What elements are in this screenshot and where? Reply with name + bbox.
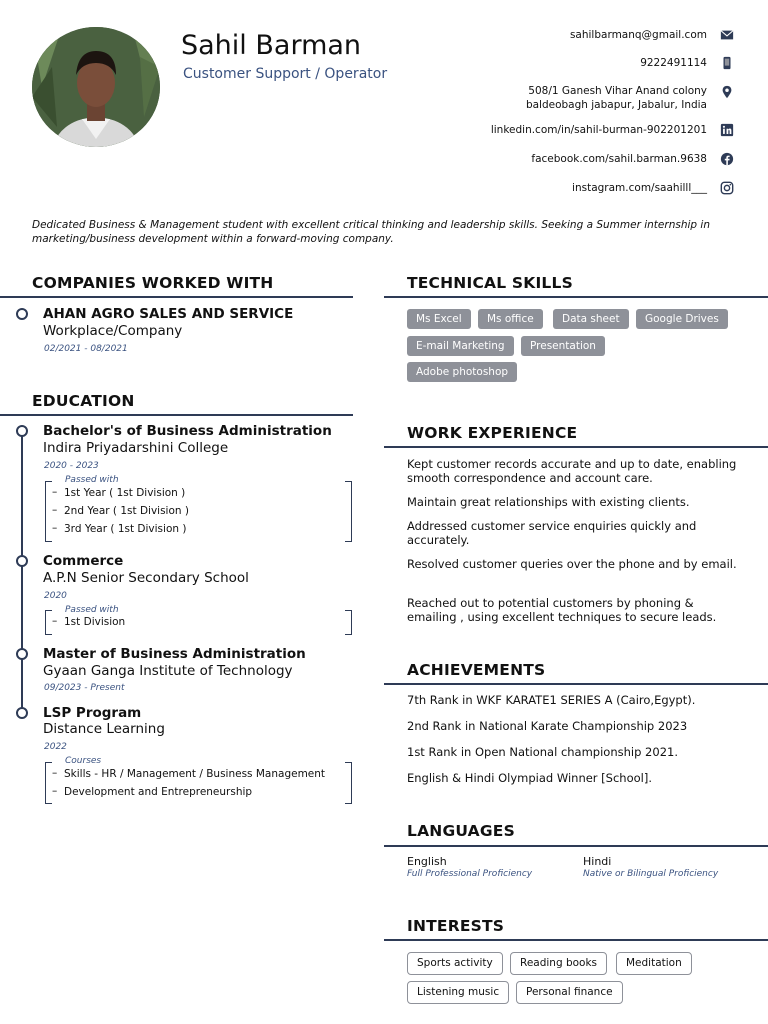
timeline-dot [16,648,28,660]
education-degree: Master of Business Administration [43,646,306,662]
education-date: 2020 [44,591,67,601]
instagram-text[interactable]: instagram.com/saahilll___ [572,182,707,194]
skills-heading: TECHNICAL SKILLS [407,274,573,292]
skill-tag: Adobe photoshop [407,362,517,382]
profile-photo [32,27,160,147]
languages-heading: LANGUAGES [407,822,515,840]
profile-summary: Dedicated Business & Management student with excellent critical thinking and leadership skills. Seeking a Summer internship in marketing/business development within a forward-moving company. [32,219,710,245]
contact-facebook[interactable] [531,151,735,167]
achievement-item: English & Hindi Olympiad Winner [School]. [407,771,652,785]
bracket-right [345,610,352,635]
location-icon [719,84,735,100]
education-note: Courses [65,756,102,766]
linkedin-icon [719,122,735,138]
interest-tag: Sports activity [407,952,503,975]
company-name: AHAN AGRO SALES AND SERVICE [43,306,294,322]
address-line-2: baldeobagh jabapur, Jabalur, India [525,99,707,111]
education-school: Distance Learning [43,721,165,737]
achievements-divider [384,683,768,685]
education-heading: EDUCATION [32,392,135,410]
full-name: Sahil Barman [181,30,362,61]
languages-divider [384,845,768,847]
address-line-1: 508/1 Ganesh Vihar Anand colony [528,85,707,97]
work-item: Kept customer records accurate and up to date, enabling smooth correspondence and account care. [407,457,737,485]
email-icon [719,27,735,43]
company-role: Workplace/Company [43,323,183,339]
interests-divider [384,939,768,941]
timeline-dot [16,425,28,437]
interest-tag: Reading books [510,952,607,975]
interest-tag: Personal finance [516,981,623,1004]
phone-text[interactable]: 9222491114 [640,57,707,69]
education-timeline-line [21,432,23,713]
phone-icon [719,55,735,71]
education-note: Passed with [65,605,119,615]
education-divider [0,414,353,416]
education-bullet: – Development and Entrepreneurship [64,786,252,798]
interests-heading: INTERESTS [407,917,505,935]
education-school: Indira Priyadarshini College [43,440,229,456]
education-degree: Bachelor's of Business Administration [43,423,332,439]
facebook-text[interactable]: facebook.com/sahil.barman.9638 [531,153,707,165]
skill-tag: Data sheet [553,309,629,329]
education-degree: Commerce [43,553,124,569]
language-level: Full Professional Proficiency [407,869,533,879]
instagram-icon [719,180,735,196]
achievements-heading: ACHIEVEMENTS [407,661,546,679]
contact-instagram[interactable] [572,180,735,196]
companies-heading: COMPANIES WORKED WITH [32,274,274,292]
education-bullet: – Skills - HR / Management / Business Management [64,768,325,780]
bracket-right [345,762,352,804]
interest-tag: Listening music [407,981,509,1004]
timeline-dot [16,555,28,567]
timeline-dot [16,707,28,719]
work-item: Maintain great relationships with existing clients. [407,495,690,509]
education-bullet: – 1st Year ( 1st Division ) [64,487,185,499]
work-heading: WORK EXPERIENCE [407,424,578,442]
education-date: 09/2023 - Present [44,683,125,693]
work-item: Resolved customer queries over the phone and by email. [407,557,737,571]
contact-linkedin[interactable] [491,122,735,138]
linkedin-text[interactable]: linkedin.com/in/sahil-burman-902201201 [490,124,707,136]
education-bullet: – 3rd Year ( 1st Division ) [64,523,186,535]
skill-tag: Presentation [521,336,605,356]
skill-tag: E-mail Marketing [407,336,514,356]
language-name: Hindi [583,855,612,868]
contact-address [526,84,735,112]
email-text[interactable]: sahilbarmanq@gmail.com [569,29,707,41]
profile-photo-image [32,27,160,147]
education-date: 2022 [44,742,67,752]
skill-tag: Google Drives [636,309,728,329]
work-divider [384,446,768,448]
achievement-item: 7th Rank in WKF KARATE1 SERIES A (Cairo,Egypt). [407,693,696,707]
education-date: 2020 - 2023 [44,461,99,471]
language-name: English [407,855,447,868]
language-level: Native or Bilingual Proficiency [583,869,719,879]
bracket-left [45,762,52,804]
education-degree: LSP Program [43,705,142,721]
bracket-right [345,481,352,542]
bracket-left [45,610,52,635]
education-note: Passed with [65,475,119,485]
skill-tag: Ms Excel [407,309,471,329]
address-text [526,84,707,112]
companies-divider [0,296,353,298]
company-date: 02/2021 - 08/2021 [44,344,128,354]
work-item: Reached out to potential customers by phoning & emailing , using excellent techniques to secure leads. [407,596,717,624]
skills-divider [384,296,768,298]
job-role: Customer Support / Operator [183,66,388,82]
skill-tag: Ms office [478,309,543,329]
contact-email[interactable] [570,27,735,43]
work-item: Addressed customer service enquiries quickly and accurately. [407,519,697,547]
contact-phone[interactable] [640,55,735,71]
education-school: Gyaan Ganga Institute of Technology [43,663,293,679]
achievement-item: 1st Rank in Open National championship 2021. [407,745,678,759]
education-bullet: – 2nd Year ( 1st Division ) [64,505,189,517]
achievement-item: 2nd Rank in National Karate Championship 2023 [407,719,688,733]
education-bullet: – 1st Division [64,616,125,628]
timeline-dot [16,308,28,320]
education-school: A.P.N Senior Secondary School [43,570,249,586]
bracket-left [45,481,52,542]
interest-tag: Meditation [616,952,692,975]
facebook-icon [719,151,735,167]
